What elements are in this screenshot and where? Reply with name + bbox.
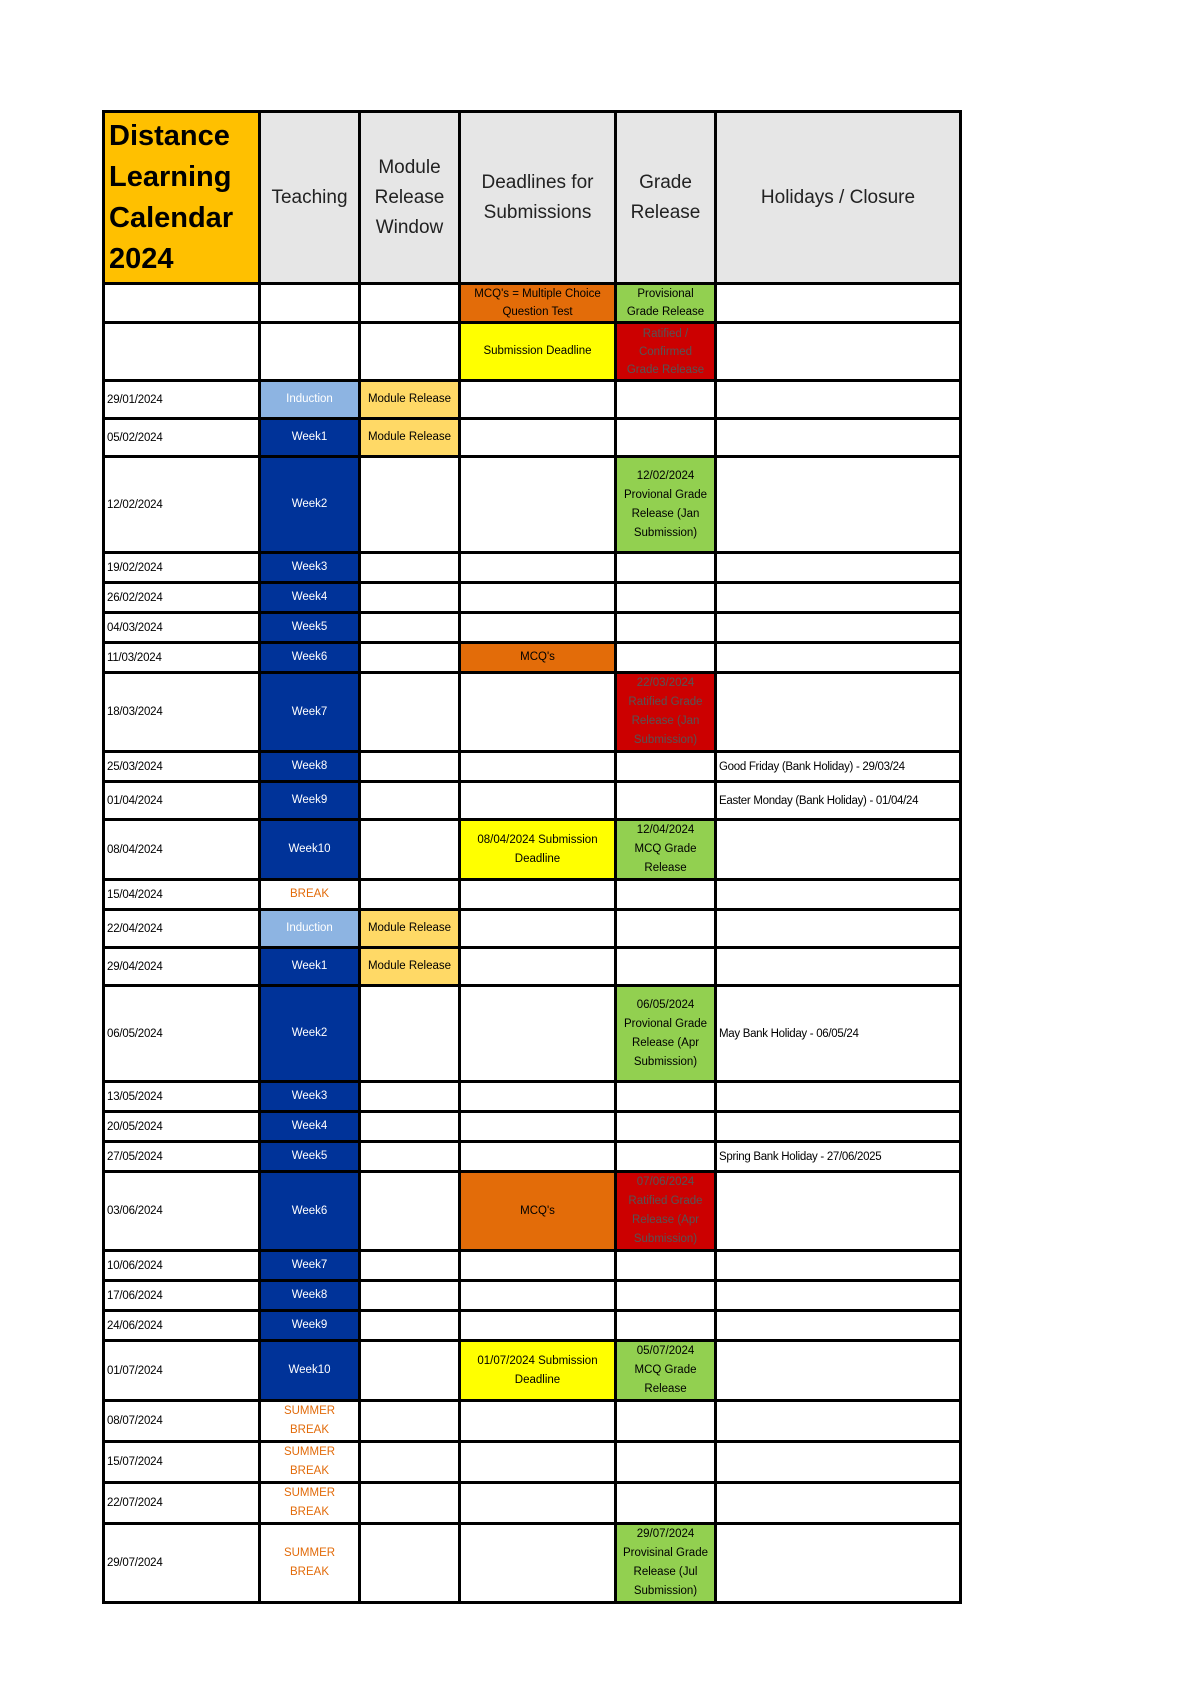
holiday-cell — [716, 910, 961, 948]
cell-text-line: Submission) — [633, 734, 698, 746]
empty-cell — [716, 284, 961, 323]
module-release-cell — [360, 673, 460, 752]
teaching-cell: Week5 — [260, 1142, 360, 1172]
header-label: Holidays / Closure — [760, 186, 916, 208]
module-release-cell — [360, 1483, 460, 1524]
title-line: Learning — [109, 160, 232, 193]
cell-text-line: Ratified Grade — [628, 696, 703, 708]
holiday-cell — [716, 1082, 961, 1112]
calendar-row — [104, 1082, 961, 1112]
header-deadlines — [460, 112, 616, 284]
cell-text-line: MCQ Grade — [634, 1364, 697, 1376]
module-release-cell — [360, 613, 460, 643]
deadline-cell — [460, 880, 616, 910]
module-release-cell — [360, 782, 460, 820]
grade-release-cell — [616, 1401, 716, 1442]
date-cell: 19/02/2024 — [104, 553, 260, 583]
cell-text-line: Submission) — [633, 526, 698, 539]
header-label: Release — [374, 186, 445, 208]
cell-text-line: Provisinal Grade — [622, 1547, 708, 1559]
cell-text-line: Submission) — [633, 1233, 698, 1245]
date-cell: 18/03/2024 — [104, 673, 260, 752]
grade-release-cell — [616, 1281, 716, 1311]
grade-release-cell — [616, 553, 716, 583]
grade-release-cell — [616, 948, 716, 986]
holiday-cell — [716, 381, 961, 419]
cell-text-line: Provional Grade — [623, 1017, 708, 1030]
module-release-cell — [360, 1311, 460, 1341]
deadline-cell — [460, 1311, 616, 1341]
deadline-cell — [460, 419, 616, 457]
calendar-row — [104, 1172, 961, 1251]
legend-text: Ratified / — [642, 327, 689, 340]
cell-text-line: 08/04/2024 Submission — [477, 833, 598, 846]
grade-release-cell — [616, 880, 716, 910]
calendar-row — [104, 986, 961, 1082]
calendar-row — [104, 583, 961, 613]
calendar-row — [104, 1112, 961, 1142]
date-cell: 15/04/2024 — [104, 880, 260, 910]
module-release-cell — [360, 553, 460, 583]
holiday-cell — [716, 553, 961, 583]
deadline-cell — [460, 553, 616, 583]
module-release-cell — [360, 1281, 460, 1311]
legend-ratified — [616, 323, 716, 381]
cell-text-line: Release — [644, 862, 687, 874]
title-line: 2024 — [109, 242, 174, 275]
module-release-cell — [360, 457, 460, 553]
module-release-cell — [360, 820, 460, 880]
deadline-cell — [460, 1281, 616, 1311]
header-label: Deadlines for — [481, 171, 594, 193]
module-release-cell — [360, 880, 460, 910]
empty-cell — [260, 284, 360, 323]
grade-release-cell — [616, 1483, 716, 1524]
teaching-cell: Week8 — [260, 752, 360, 782]
cell-text-line: Deadline — [514, 852, 561, 865]
teaching-cell: Week9 — [260, 1311, 360, 1341]
calendar-title — [104, 112, 260, 284]
calendar-row — [104, 880, 961, 910]
cell-text-line: Submission) — [633, 1055, 698, 1068]
calendar-row — [104, 613, 961, 643]
teaching-cell: Week2 — [260, 986, 360, 1082]
date-cell: 10/06/2024 — [104, 1251, 260, 1281]
grade-release-cell — [616, 1442, 716, 1483]
deadline-cell — [460, 820, 616, 880]
holiday-cell — [716, 1341, 961, 1401]
date-cell: 22/07/2024 — [104, 1483, 260, 1524]
deadline-cell — [460, 1442, 616, 1483]
date-cell: 22/04/2024 — [104, 910, 260, 948]
module-release-cell — [360, 752, 460, 782]
legend-text: Grade Release — [626, 363, 705, 376]
date-cell: 25/03/2024 — [104, 752, 260, 782]
date-cell: 26/02/2024 — [104, 583, 260, 613]
holiday-cell — [716, 948, 961, 986]
teaching-cell: Week2 — [260, 457, 360, 553]
deadline-cell — [460, 910, 616, 948]
teaching-cell: Week6 — [260, 1172, 360, 1251]
holiday-cell: Spring Bank Holiday - 27/06/2025 — [716, 1142, 961, 1172]
empty-cell — [360, 284, 460, 323]
cell-text-line: Deadline — [514, 1373, 561, 1386]
deadline-cell — [460, 1401, 616, 1442]
grade-release-cell — [616, 673, 716, 752]
module-release-cell — [360, 1172, 460, 1251]
holiday-cell — [716, 1281, 961, 1311]
cell-text-line: Provional Grade — [623, 488, 708, 501]
grade-release-cell — [616, 1142, 716, 1172]
legend-text: Submission Deadline — [483, 345, 592, 357]
module-release-cell: Module Release — [360, 381, 460, 419]
deadline-cell — [460, 613, 616, 643]
date-cell: 27/05/2024 — [104, 1142, 260, 1172]
deadline-cell — [460, 673, 616, 752]
grade-release-cell — [616, 583, 716, 613]
module-release-cell — [360, 1442, 460, 1483]
date-cell: 15/07/2024 — [104, 1442, 260, 1483]
deadline-cell — [460, 381, 616, 419]
legend-text: MCQ's = Multiple Choice — [474, 288, 601, 300]
calendar-row — [104, 752, 961, 782]
teaching-cell: Week9 — [260, 782, 360, 820]
calendar-row — [104, 419, 961, 457]
teaching-cell: SUMMER BREAK — [260, 1401, 360, 1442]
calendar-row — [104, 643, 961, 673]
calendar-row — [104, 553, 961, 583]
header-module-release — [360, 112, 460, 284]
calendar-row — [104, 910, 961, 948]
calendar-row — [104, 782, 961, 820]
teaching-cell: Week7 — [260, 673, 360, 752]
calendar-row — [104, 1142, 961, 1172]
teaching-cell: Week1 — [260, 419, 360, 457]
holiday-cell — [716, 583, 961, 613]
module-release-cell — [360, 1251, 460, 1281]
header-label: Window — [375, 216, 444, 238]
teaching-cell: Week3 — [260, 553, 360, 583]
holiday-cell — [716, 613, 961, 643]
teaching-cell: Week8 — [260, 1281, 360, 1311]
date-cell: 13/05/2024 — [104, 1082, 260, 1112]
legend-row — [104, 323, 961, 381]
grade-release-cell — [616, 1112, 716, 1142]
date-cell: 01/04/2024 — [104, 782, 260, 820]
cell-text-line: Release (Jan — [631, 715, 700, 727]
deadline-cell — [460, 643, 616, 673]
grade-release-cell — [616, 1251, 716, 1281]
legend-text: Grade Release — [626, 306, 705, 318]
date-cell: 01/07/2024 — [104, 1341, 260, 1401]
deadline-cell — [460, 1112, 616, 1142]
deadline-cell — [460, 1172, 616, 1251]
module-release-cell — [360, 1401, 460, 1442]
calendar-body — [104, 112, 961, 1603]
deadline-cell — [460, 986, 616, 1082]
teaching-cell: Week6 — [260, 643, 360, 673]
module-release-cell — [360, 583, 460, 613]
cell-text-line: Release (Jul — [633, 1566, 698, 1578]
legend-provisional — [616, 284, 716, 323]
empty-cell — [716, 323, 961, 381]
header-label: Submissions — [483, 201, 592, 223]
module-release-cell: Module Release — [360, 948, 460, 986]
module-release-cell — [360, 1524, 460, 1603]
deadline-cell — [460, 782, 616, 820]
header-label: Grade — [639, 171, 692, 193]
calendar-row — [104, 1442, 961, 1483]
grade-release-cell — [616, 1341, 716, 1401]
teaching-cell: Induction — [260, 910, 360, 948]
empty-cell — [104, 284, 260, 323]
holiday-cell — [716, 1524, 961, 1603]
holiday-cell — [716, 820, 961, 880]
calendar-table — [102, 110, 962, 1604]
grade-release-cell — [616, 986, 716, 1082]
header-row — [104, 112, 961, 284]
grade-release-cell — [616, 910, 716, 948]
date-cell: 06/05/2024 — [104, 986, 260, 1082]
module-release-cell — [360, 643, 460, 673]
empty-cell — [104, 323, 260, 381]
deadline-cell — [460, 1082, 616, 1112]
holiday-cell — [716, 1172, 961, 1251]
title-line: Distance — [109, 119, 230, 152]
holiday-cell — [716, 1251, 961, 1281]
deadline-cell — [460, 1341, 616, 1401]
teaching-cell: Induction — [260, 381, 360, 419]
cell-text-line: 01/07/2024 Submission — [477, 1354, 598, 1367]
holiday-cell — [716, 1483, 961, 1524]
cell-text-line: 29/07/2024 — [636, 1528, 695, 1540]
calendar-row — [104, 1341, 961, 1401]
teaching-cell: Week4 — [260, 583, 360, 613]
holiday-cell — [716, 880, 961, 910]
grade-release-cell — [616, 381, 716, 419]
deadline-cell — [460, 1251, 616, 1281]
holiday-cell — [716, 419, 961, 457]
cell-text-line: Ratified Grade — [628, 1195, 703, 1207]
holiday-cell — [716, 673, 961, 752]
module-release-cell — [360, 1082, 460, 1112]
calendar-row — [104, 381, 961, 419]
teaching-cell: SUMMER BREAK — [260, 1483, 360, 1524]
teaching-cell: BREAK — [260, 880, 360, 910]
header-holidays — [716, 112, 961, 284]
date-cell: 29/04/2024 — [104, 948, 260, 986]
teaching-cell: SUMMER BREAK — [260, 1442, 360, 1483]
cell-text-line: MCQ's — [520, 1204, 555, 1217]
teaching-cell: Week1 — [260, 948, 360, 986]
cell-text-line: MCQ's — [520, 651, 555, 663]
deadline-cell — [460, 583, 616, 613]
holiday-cell — [716, 643, 961, 673]
date-cell: 03/06/2024 — [104, 1172, 260, 1251]
empty-cell — [260, 323, 360, 381]
cell-text-line: 07/06/2024 — [636, 1176, 695, 1188]
holiday-cell: Good Friday (Bank Holiday) - 29/03/24 — [716, 752, 961, 782]
date-cell: 08/07/2024 — [104, 1401, 260, 1442]
teaching-cell: Week10 — [260, 1341, 360, 1401]
calendar-row — [104, 948, 961, 986]
legend-text: Confirmed — [638, 345, 693, 358]
calendar-row — [104, 1401, 961, 1442]
grade-release-cell — [616, 1311, 716, 1341]
module-release-cell: Module Release — [360, 419, 460, 457]
cell-text-line: Submission) — [633, 1585, 698, 1597]
teaching-cell: Week10 — [260, 820, 360, 880]
deadline-cell — [460, 1524, 616, 1603]
grade-release-cell — [616, 419, 716, 457]
deadline-cell — [460, 1483, 616, 1524]
grade-release-cell — [616, 1082, 716, 1112]
deadline-cell — [460, 948, 616, 986]
cell-text-line: Release (Apr — [631, 1036, 700, 1049]
date-cell: 11/03/2024 — [104, 643, 260, 673]
date-cell: 08/04/2024 — [104, 820, 260, 880]
legend-text: Provisional — [637, 288, 694, 300]
header-label: Release — [630, 201, 701, 223]
calendar-row — [104, 1281, 961, 1311]
date-cell: 05/02/2024 — [104, 419, 260, 457]
holiday-cell — [716, 1401, 961, 1442]
grade-release-cell — [616, 643, 716, 673]
deadline-cell — [460, 1142, 616, 1172]
teaching-cell: Week5 — [260, 613, 360, 643]
header-label: Module — [378, 156, 441, 178]
cell-text-line: 12/04/2024 — [636, 824, 695, 836]
calendar-row — [104, 1524, 961, 1603]
grade-release-cell — [616, 820, 716, 880]
calendar-row — [104, 1311, 961, 1341]
date-cell: 12/02/2024 — [104, 457, 260, 553]
deadline-cell — [460, 752, 616, 782]
teaching-cell: Week4 — [260, 1112, 360, 1142]
cell-text-line: 22/03/2024 — [636, 677, 695, 689]
module-release-cell — [360, 986, 460, 1082]
calendar-row — [104, 1251, 961, 1281]
legend-row — [104, 284, 961, 323]
holiday-cell — [716, 1112, 961, 1142]
cell-text-line: Release (Apr — [631, 1214, 700, 1226]
grade-release-cell — [616, 752, 716, 782]
holiday-cell — [716, 1442, 961, 1483]
grade-release-cell — [616, 1524, 716, 1603]
header-teaching — [260, 112, 360, 284]
module-release-cell: Module Release — [360, 910, 460, 948]
grade-release-cell — [616, 782, 716, 820]
holiday-cell: May Bank Holiday - 06/05/24 — [716, 986, 961, 1082]
calendar-row — [104, 1483, 961, 1524]
cell-text-line: 05/07/2024 — [636, 1345, 695, 1357]
module-release-cell — [360, 1112, 460, 1142]
date-cell: 04/03/2024 — [104, 613, 260, 643]
cell-text-line: Release — [644, 1383, 687, 1395]
legend-text: Question Test — [502, 306, 573, 318]
holiday-cell — [716, 457, 961, 553]
cell-text-line: Release (Jan — [631, 507, 700, 520]
module-release-cell — [360, 1142, 460, 1172]
legend-submission — [460, 323, 616, 381]
date-cell: 17/06/2024 — [104, 1281, 260, 1311]
calendar-row — [104, 457, 961, 553]
header-label: Teaching — [271, 186, 348, 208]
teaching-cell: Week3 — [260, 1082, 360, 1112]
date-cell: 29/01/2024 — [104, 381, 260, 419]
grade-release-cell — [616, 457, 716, 553]
header-grade-release — [616, 112, 716, 284]
date-cell: 24/06/2024 — [104, 1311, 260, 1341]
teaching-cell: SUMMER BREAK — [260, 1524, 360, 1603]
empty-cell — [360, 323, 460, 381]
cell-text-line: MCQ Grade — [634, 843, 697, 855]
grade-release-cell — [616, 613, 716, 643]
holiday-cell: Easter Monday (Bank Holiday) - 01/04/24 — [716, 782, 961, 820]
title-line: Calendar — [109, 201, 234, 234]
calendar-row — [104, 820, 961, 880]
module-release-cell — [360, 1341, 460, 1401]
legend-mcq — [460, 284, 616, 323]
cell-text-line: 12/02/2024 — [636, 469, 695, 482]
deadline-cell — [460, 457, 616, 553]
calendar-row — [104, 673, 961, 752]
date-cell: 29/07/2024 — [104, 1524, 260, 1603]
holiday-cell — [716, 1311, 961, 1341]
teaching-cell: Week7 — [260, 1251, 360, 1281]
date-cell: 20/05/2024 — [104, 1112, 260, 1142]
grade-release-cell — [616, 1172, 716, 1251]
cell-text-line: 06/05/2024 — [636, 998, 695, 1011]
